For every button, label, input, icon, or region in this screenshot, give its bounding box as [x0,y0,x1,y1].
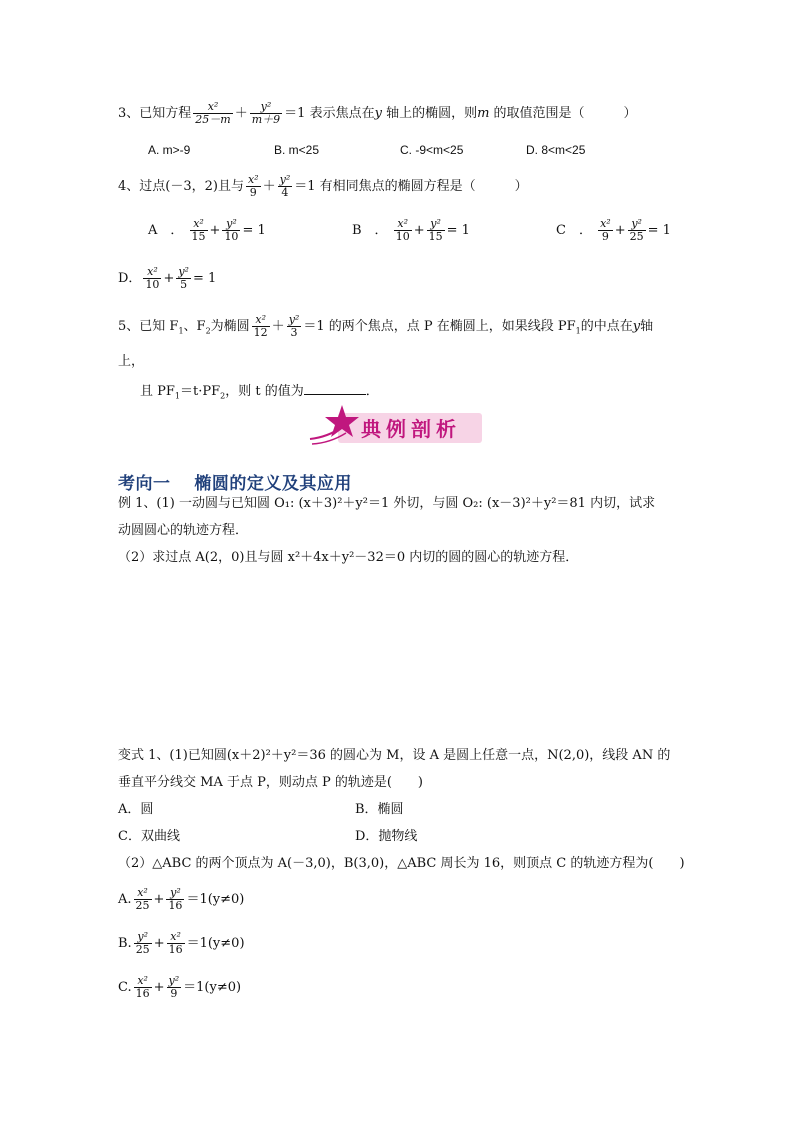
q5-fraction-1: $\frac{\text{x²}}{12}$ [253,313,268,339]
q4-option-d: D． $\frac{\text{x²}}{10}$ + $\frac{\text{y²}}{5}$ = 1 [118,265,217,291]
section-banner [308,403,484,447]
q3-option-c: C. -9<m<25 [400,143,464,157]
variant-1-line-3: （2）△ABC 的两个顶点为 A(－3,0)，B(3,0)，△ABC 周长为 16，则顶点 C 的轨迹方程为( ) [118,856,685,871]
answer-blank[interactable] [304,380,366,395]
q5-line-2: 上， [118,354,145,369]
q4-line: 4、过点(－3，2)且与 $\frac{\text{x²}}{9}$ ＋ $\frac{\text{y²}}{4}$ ＝1 有相同焦点的椭圆方程是（ ） [118,173,528,199]
q4-option-c: C ． $\frac{\text{x²}}{9}$ + $\frac{\text{y²}}{25}$ = 1 [556,217,671,243]
variant-1-line-1: 变式 1、(1)已知圆(x＋2)²＋y²＝36 的圆心为 M，设 A 是圆上任意一点，N(2,0)，线段 AN 的 [118,748,671,763]
q4-option-b: B ． $\frac{\text{x²}}{10}$ + $\frac{\text{y²}}{15}$ = 1 [352,217,470,243]
q3-fraction-1: $\frac{\text{x²}}{25-m}$ [195,100,231,126]
q4-option-a: A ． $\frac{\text{x²}}{15}$ + $\frac{\text{y²}}{10}$ = 1 [148,217,266,243]
variant-1-option-a: A．圆 [118,802,154,817]
q4-fraction-2: $\frac{\text{y²}}{4}$ [279,173,291,199]
q3-line: 3、已知方程 $\frac{\text{x²}}{25-m}$ ＋ $\frac{\text{y²}}{m+9}$ ＝1 表示焦点在y 轴上的椭圆，则m 的取值范围是（ ） [118,100,637,126]
section-title: 考向一 椭圆的定义及其应用 [118,474,352,494]
variant-1-option-d: D．抛物线 [355,829,418,844]
q5-line-3: 且 $PF_1=t\cdot PF_2$，则 t 的值为 ． [140,380,379,402]
q3-option-a: A. m>-9 [148,143,191,157]
example-1-line-3: （2）求过点 A(2，0)且与圆 x²＋4x＋y²－32＝0 内切的圆的圆心的轨迹方程． [118,550,579,565]
variant-1-option-b: B．椭圆 [355,802,404,817]
q3-option-b: B. m<25 [274,143,320,157]
example-1-line-1: 例 1、(1) 一动圆与已知圆 O₁: (x＋3)²＋y²＝1 外切，与圆 O₂: (x－3)²＋y²＝81 内切，试求 [118,496,656,511]
variant-1-answer-c: C. $\frac{\text{x²}}{16}$ + $\frac{\text{y²}}{9}$ ＝1(y≠0) [118,974,242,1000]
variant-1-line-2: 垂直平分线交 MA 于点 P，则动点 P 的轨迹是( ) [118,775,423,790]
q3-fraction-2: $\frac{\text{y²}}{m+9}$ [251,100,281,126]
variant-1-option-c: C．双曲线 [118,829,180,844]
example-1-line-2: 动圆圆心的轨迹方程． [118,523,249,538]
q5-line-1: 5、已知 $F_1$、$F_2$为椭圆 $\frac{\text{x²}}{12}$ ＋ $\frac{\text{y²}}{3}$ ＝1 的两个焦点，点 P 在椭圆上，如果线段 $PF_1$的中点在y轴 [118,313,654,339]
variant-1-answer-b: B. $\frac{\text{y²}}{25}$ + $\frac{\text{x²}}{16}$ ＝1(y≠0) [118,930,245,956]
q5-fraction-2: $\frac{\text{y²}}{3}$ [288,313,300,339]
q4-fraction-1: $\frac{\text{x²}}{9}$ [247,173,259,199]
variant-1-answer-a: A. $\frac{\text{x²}}{25}$ + $\frac{\text{y²}}{16}$ ＝1(y≠0) [118,886,245,912]
q3-option-d: D. 8<m<25 [526,143,586,157]
banner-title: 典例剖析 [361,417,461,441]
